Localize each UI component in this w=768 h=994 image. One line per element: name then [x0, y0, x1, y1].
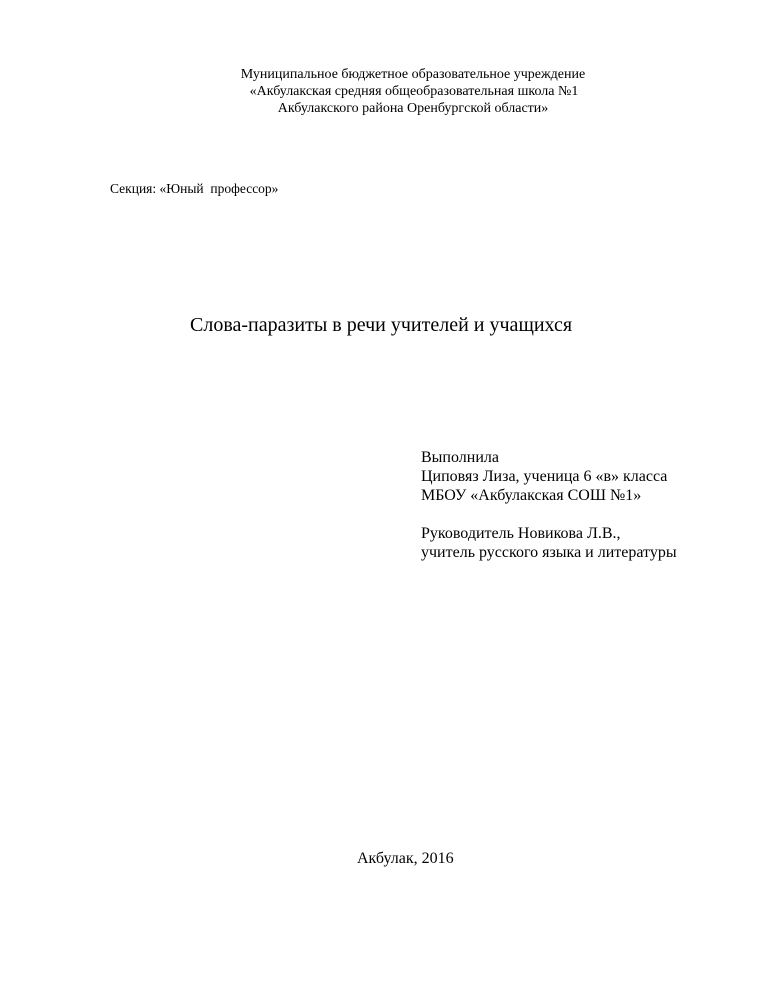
author-block: [421, 448, 677, 562]
place-and-year: Акбулак, 2016: [357, 850, 454, 867]
institution-header-line: Муниципальное бюджетное образовательное учреждение: [240, 67, 586, 82]
student-name: Циповяз Лиза, ученица 6 «в» класса: [421, 468, 668, 485]
section-label: Секция: «Юный профессор»: [110, 181, 279, 196]
institution-header: [0, 66, 768, 117]
document-title: Слова-паразиты в речи учителей и учащихся: [190, 314, 573, 336]
institution-header-line: Акбулакского района Оренбургской области»: [277, 101, 549, 116]
spacer: [421, 505, 677, 524]
supervisor-name: Руководитель Новикова Л.В.,: [421, 525, 621, 542]
supervisor-role: учитель русского языка и литературы: [421, 544, 677, 561]
performed-by-label: Выполнила: [421, 449, 499, 466]
school-name: МБОУ «Акбулакская СОШ №1»: [421, 487, 642, 504]
institution-header-line: «Акбулакская средняя общеобразовательная школа №1: [249, 84, 579, 99]
